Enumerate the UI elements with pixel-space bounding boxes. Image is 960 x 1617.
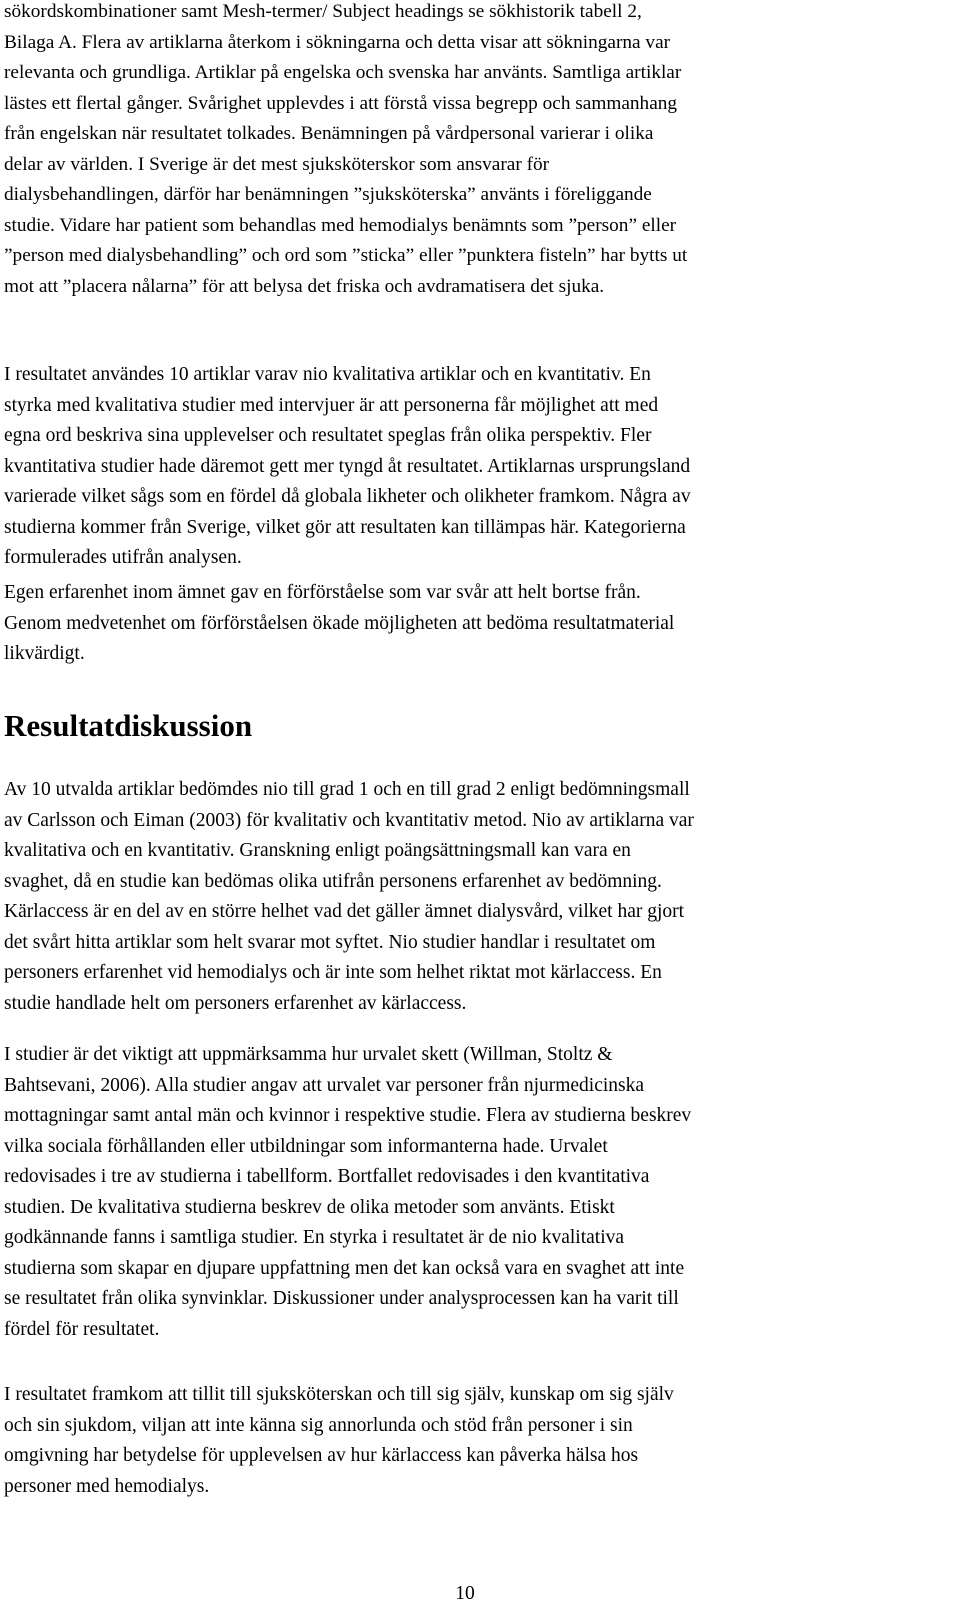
- page-number: 10: [455, 1583, 475, 1604]
- section-heading: Resultatdiskussion: [4, 708, 253, 743]
- paragraph-search-method: sökordskombinationer samt Mesh-termer/ Subject headings se sökhistorik tabell 2, Bilaga A. Flera av artiklarna återkom i sökningarna och detta visar att sökningarna var relevanta och grundliga. Artiklar på engelska och svenska har använts. Samtliga artiklar lästes ett flertal gånger. Svårighet upplevdes i att förstå vissa begrepp och sammanhang från engelskan när resultatet tolkades. Benämningen på vårdpersonal varierar i olika delar av världen. I Sverige är det mest sjuksköterskor som ansvarar för dialysbehandlingen, därför har benämningen ”sjuksköterska” använts i föreliggande studie. Vidare har patient som behandlas med hemodialys benämnts som ”person” eller ”person med dialysbehandling” och ord som ”sticka” eller ”punktera fisteln” har bytts ut mot att ”placera nålarna” för att belysa det friska och avdramatisera det sjuka.: [4, 1, 688, 297]
- paragraph-sample-selection: I studier är det viktigt att uppmärksamma hur urvalet skett (Willman, Stoltz & Bahtsevani, 2006). Alla studier angav att urvalet var personer från njurmedicinska mottagningar samt antal män och kvinnor i respektive studie. Flera av studierna beskrev vilka sociala förhållanden eller utbildningar som informanterna hade. Urvalet redovisades i tre av studierna i tabellform. Bortfallet redovisades i den kvantitativa studien. De kvalitativa studierna beskrev de olika metoder som använts. Etiskt godkännande fanns i samtliga studier. En styrka i resultatet är de nio kvalitativa studierna som skapar en djupare uppfattning men det kan också vara en svaghet att inte se resultatet från olika synvinklar. Diskussioner under analysprocessen kan ha varit till fördel för resultatet.: [4, 1044, 692, 1340]
- paragraph-results-summary: I resultatet framkom att tillit till sjuksköterskan och till sig själv, kunskap om sig själv och sin sjukdom, viljan att inte känna sig annorlunda och stöd från personer i sin omgivning har betydelse för upplevelsen av hur kärlaccess kan påverka hälsa hos personer med hemodialys.: [4, 1384, 674, 1497]
- paragraph-article-grading: Av 10 utvalda artiklar bedömdes nio till grad 1 och en till grad 2 enligt bedömningsmall av Carlsson och Eiman (2003) för kvalitativ och kvantitativ metod. Nio av artiklarna var kvalitativa och en kvantitativ. Granskning enligt poängsättningsmall kan vara en svaghet, då en studie kan bedömas olika utifrån personens erfarenhet av bedömning. Kärlaccess är en del av en större helhet vad det gäller ämnet dialysvård, vilket har gjort det svårt hitta artiklar som helt svarar mot syftet. Nio studier handlar i resultatet om personers erfarenhet vid hemodialys och är inte som helhet riktat mot kärlaccess. En studie handlade helt om personers erfarenhet av kärlaccess.: [4, 779, 694, 1014]
- paragraph-articles-used: I resultatet användes 10 artiklar varav nio kvalitativa artiklar och en kvantitativ. En styrka med kvalitativa studier med intervjuer är att personerna får möjlighet att med egna ord beskriva sina upplevelser och resultatet speglas från olika perspektiv. Fler kvantitativa studier hade däremot gett mer tyngd åt resultatet. Artiklarnas ursprungsland varierade vilket sågs som en fördel då globala likheter och olikheter framkom. Några av studierna kommer från Sverige, vilket gör att resultaten kan tillämpas här. Kategorierna formulerades utifrån analysen.: [4, 364, 691, 568]
- paragraph-preunderstanding: Egen erfarenhet inom ämnet gav en förförståelse som var svår att helt bortse från. Genom medvetenhet om förförståelsen ökade möjligheten att bedöma resultatmaterial likvärdigt.: [4, 582, 675, 664]
